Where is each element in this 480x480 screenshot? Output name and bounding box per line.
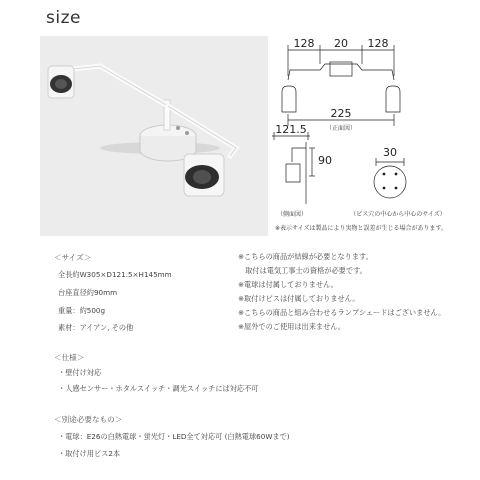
note-line: ※屋外でのご使用は出来ません。 xyxy=(238,322,346,331)
feature-item: ・人感センサー・ホタルスイッチ・調光スイッチには対応不可 xyxy=(58,384,259,393)
spec-base-diameter: 台座直径約90mm xyxy=(58,288,118,297)
section-title: size xyxy=(46,8,81,28)
front-dim-center: 20 xyxy=(334,37,348,50)
spec-material: 素材：アイアン, その他 xyxy=(58,323,134,332)
front-caption: （正面図） xyxy=(325,125,357,132)
features-heading: ＜仕様＞ xyxy=(54,353,85,362)
front-dim-left: 128 xyxy=(293,37,315,50)
extras-heading: ＜別途必要なもの＞ xyxy=(54,415,123,424)
side-caption: （側面図） xyxy=(276,211,308,218)
front-width: 225 xyxy=(330,107,352,120)
spec-dimensions: 全長約W305×D121.5×H145mm xyxy=(58,270,172,279)
dimension-diagram xyxy=(270,36,470,236)
note-line: ※取付けビスは付属しておりません。 xyxy=(238,294,360,303)
feature-item: ・壁付け対応 xyxy=(58,368,102,377)
note-line: ※電球は付属しておりません。 xyxy=(238,280,338,289)
side-depth: 121.5 xyxy=(275,123,307,136)
extra-item: ・電球：E26の白熱電球・蛍光灯・LED全て対応可 (白熱電球60Wまで) xyxy=(58,432,290,441)
base-caption: （ビス穴の中心から中心のサイズ） xyxy=(350,211,446,218)
note-line: ※こちらの商品が結線が必要となります。 xyxy=(238,252,373,261)
specs-heading: ＜サイズ＞ xyxy=(54,253,92,262)
front-dim-right: 128 xyxy=(367,37,389,50)
diagram-note: ※表示サイズは製品により実物と誤差が生じる場合があります。 xyxy=(275,225,448,232)
product-photo xyxy=(40,36,268,236)
note-line: 取付は電気工事士の資格が必要です。 xyxy=(238,266,367,275)
base-dim: 30 xyxy=(383,146,397,159)
note-line: ※こちらの商品と組み合わせるランプシェードはございません。 xyxy=(238,308,446,317)
extra-item: ・取付け用ビス2本 xyxy=(58,449,121,458)
spec-weight: 重量：約500g xyxy=(58,306,106,315)
side-height: 90 xyxy=(318,154,332,167)
